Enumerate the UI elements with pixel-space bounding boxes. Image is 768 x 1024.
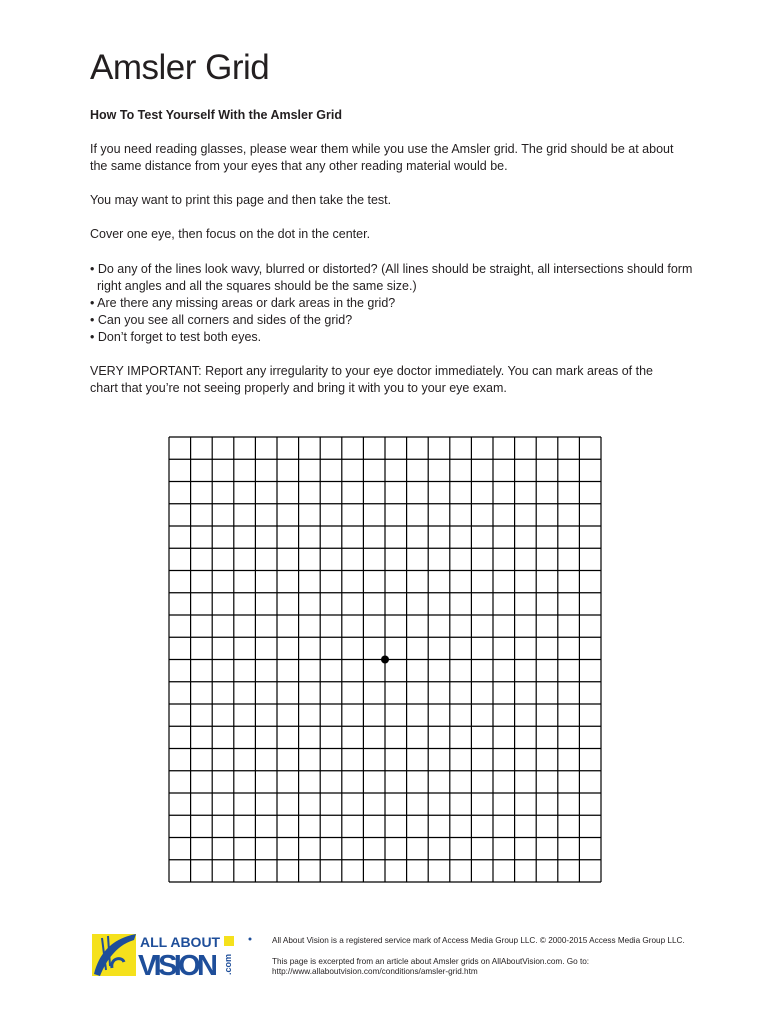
checklist-item: • Can you see all corners and sides of the grid? bbox=[90, 313, 353, 327]
all-about-vision-logo bbox=[90, 930, 260, 980]
checklist bbox=[90, 261, 695, 346]
svg-text:ALL ABOUT: ALL ABOUT bbox=[140, 934, 221, 950]
page-title: Amsler Grid bbox=[90, 48, 270, 87]
amsler-grid bbox=[168, 436, 602, 883]
section-heading: How To Test Yourself With the Amsler Grid bbox=[90, 108, 342, 122]
print-paragraph: You may want to print this page and then take the test. bbox=[90, 193, 392, 207]
checklist-item: • Are there any missing areas or dark areas in the grid? bbox=[90, 296, 396, 310]
source-link[interactable]: http://www.allaboutvision.com/conditions/amsler-grid.htm bbox=[272, 967, 478, 976]
important-note: VERY IMPORTANT: Report any irregularity to your eye doctor immediately. You can mark areas of the chart that you’re not seeing properly and bring it with you to your eye exam. bbox=[90, 364, 653, 395]
cover-eye-paragraph: Cover one eye, then focus on the dot in the center. bbox=[90, 227, 371, 241]
excerpt-notice: This page is excerpted from an article about Amsler grids on AllAboutVision.com. Go to: bbox=[272, 957, 590, 966]
instructions-paragraph: If you need reading glasses, please wear them while you use the Amsler grid. The grid should be at about the same distance from your eyes that any other reading material would be. bbox=[90, 142, 674, 173]
checklist-item: • Don’t forget to test both eyes. bbox=[90, 330, 262, 344]
svg-text:VISION: VISION bbox=[138, 950, 218, 980]
checklist-item: • Do any of the lines look wavy, blurred or distorted? (All lines should be straight, all intersections should form right angles and all the squares should be the same size.) bbox=[90, 262, 693, 293]
svg-text:.com: .com bbox=[223, 953, 233, 975]
trademark-notice: All About Vision is a registered service mark of Access Media Group LLC. © 2000-2015 Access Media Group LLC. bbox=[272, 936, 685, 945]
center-dot bbox=[381, 656, 389, 664]
